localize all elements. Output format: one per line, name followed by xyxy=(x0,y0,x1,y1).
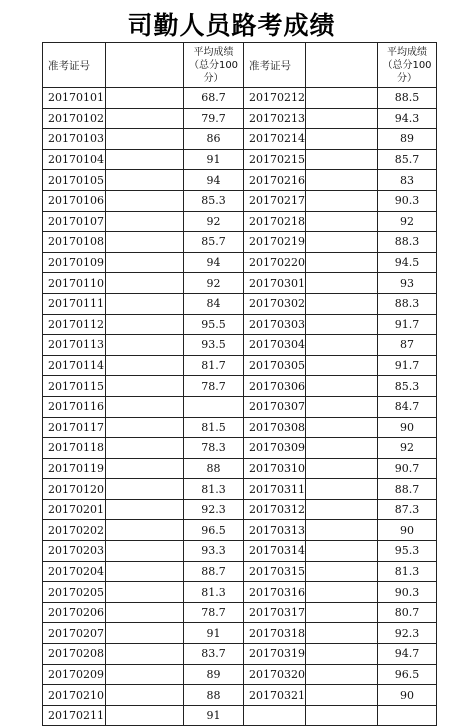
name-cell xyxy=(106,479,184,500)
name-cell xyxy=(106,499,184,520)
header-name-right xyxy=(306,43,378,88)
name-cell xyxy=(106,458,184,479)
score-cell: 85.3 xyxy=(378,376,437,397)
name-cell xyxy=(306,252,378,273)
header-average-line2: （总分100 xyxy=(188,59,239,71)
score-cell: 94 xyxy=(184,252,244,273)
exam-id-cell: 20170104 xyxy=(43,149,106,170)
name-cell xyxy=(106,602,184,623)
name-cell xyxy=(306,88,378,109)
score-cell: 78.3 xyxy=(184,438,244,459)
name-cell xyxy=(306,417,378,438)
exam-id-cell: 20170304 xyxy=(244,335,306,356)
score-cell: 91.7 xyxy=(378,355,437,376)
exam-id-cell: 20170216 xyxy=(244,170,306,191)
exam-id-cell: 20170320 xyxy=(244,664,306,685)
score-cell: 78.7 xyxy=(184,602,244,623)
exam-id-cell: 20170310 xyxy=(244,458,306,479)
name-cell xyxy=(106,623,184,644)
score-cell: 92 xyxy=(378,211,437,232)
name-cell xyxy=(306,170,378,191)
exam-id-cell: 20170206 xyxy=(43,602,106,623)
score-cell: 89 xyxy=(378,129,437,150)
score-cell: 94.7 xyxy=(378,644,437,665)
exam-id-cell: 20170302 xyxy=(244,293,306,314)
header-name-left xyxy=(106,43,184,88)
score-cell: 90.3 xyxy=(378,582,437,603)
table-row xyxy=(43,149,437,170)
exam-id-cell: 20170109 xyxy=(43,252,106,273)
score-cell: 91 xyxy=(184,705,244,726)
score-cell: 84 xyxy=(184,293,244,314)
exam-id-cell: 20170111 xyxy=(43,293,106,314)
name-cell xyxy=(306,458,378,479)
score-cell: 93.5 xyxy=(184,335,244,356)
exam-id-cell: 20170115 xyxy=(43,376,106,397)
exam-id-cell: 20170108 xyxy=(43,232,106,253)
table-row xyxy=(43,88,437,109)
score-cell: 86 xyxy=(184,129,244,150)
exam-id-cell: 20170215 xyxy=(244,149,306,170)
table-row xyxy=(43,273,437,294)
score-cell: 91.7 xyxy=(378,314,437,335)
name-cell xyxy=(306,541,378,562)
exam-id-cell: 20170110 xyxy=(43,273,106,294)
exam-id-cell: 20170208 xyxy=(43,644,106,665)
score-cell: 90 xyxy=(378,520,437,541)
score-cell: 94.5 xyxy=(378,252,437,273)
exam-id-cell: 20170119 xyxy=(43,458,106,479)
name-cell xyxy=(106,685,184,706)
table-row xyxy=(43,664,437,685)
exam-id-cell: 20170203 xyxy=(43,541,106,562)
score-cell: 88.5 xyxy=(378,88,437,109)
name-cell xyxy=(306,190,378,211)
exam-id-cell: 20170311 xyxy=(244,479,306,500)
name-cell xyxy=(306,396,378,417)
exam-id-cell: 20170202 xyxy=(43,520,106,541)
name-cell xyxy=(106,561,184,582)
table-row xyxy=(43,108,437,129)
name-cell xyxy=(106,705,184,726)
score-cell: 85.3 xyxy=(184,190,244,211)
score-cell: 90 xyxy=(378,685,437,706)
name-cell xyxy=(306,623,378,644)
name-cell xyxy=(106,541,184,562)
header-exam-id-left: 准考证号 xyxy=(43,43,106,88)
name-cell xyxy=(106,170,184,191)
exam-id-cell: 20170113 xyxy=(43,335,106,356)
score-cell: 88 xyxy=(184,685,244,706)
score-cell: 92 xyxy=(184,273,244,294)
table-row xyxy=(43,644,437,665)
score-cell: 92.3 xyxy=(378,623,437,644)
name-cell xyxy=(306,108,378,129)
name-cell xyxy=(106,211,184,232)
exam-id-cell: 20170220 xyxy=(244,252,306,273)
name-cell xyxy=(106,252,184,273)
exam-id-cell: 20170201 xyxy=(43,499,106,520)
exam-id-cell: 20170219 xyxy=(244,232,306,253)
name-cell xyxy=(106,355,184,376)
header-average-line3: 分） xyxy=(397,72,417,84)
table-row xyxy=(43,170,437,191)
score-cell: 92 xyxy=(378,438,437,459)
score-cell: 83 xyxy=(378,170,437,191)
exam-id-cell: 20170315 xyxy=(244,561,306,582)
score-cell: 88.3 xyxy=(378,293,437,314)
score-cell: 92.3 xyxy=(184,499,244,520)
name-cell xyxy=(306,582,378,603)
score-cell: 78.7 xyxy=(184,376,244,397)
exam-id-cell: 20170317 xyxy=(244,602,306,623)
name-cell xyxy=(106,314,184,335)
table-row xyxy=(43,396,437,417)
score-cell: 91 xyxy=(184,623,244,644)
name-cell xyxy=(106,108,184,129)
score-cell: 85.7 xyxy=(184,232,244,253)
score-cell: 94.3 xyxy=(378,108,437,129)
exam-id-cell: 20170309 xyxy=(244,438,306,459)
score-cell: 89 xyxy=(184,664,244,685)
exam-id-cell: 20170204 xyxy=(43,561,106,582)
exam-id-cell: 20170312 xyxy=(244,499,306,520)
score-cell: 88.3 xyxy=(378,232,437,253)
exam-id-cell: 20170211 xyxy=(43,705,106,726)
exam-id-cell: 20170106 xyxy=(43,190,106,211)
table-row xyxy=(43,232,437,253)
header-row xyxy=(43,43,437,88)
score-cell: 87 xyxy=(378,335,437,356)
table-row xyxy=(43,417,437,438)
score-cell: 87.3 xyxy=(378,499,437,520)
header-average-line1: 平均成绩 xyxy=(193,46,234,58)
score-cell: 79.7 xyxy=(184,108,244,129)
header-average-score-left xyxy=(184,43,244,88)
table-row xyxy=(43,602,437,623)
name-cell xyxy=(106,335,184,356)
name-cell xyxy=(306,293,378,314)
name-cell xyxy=(106,376,184,397)
name-cell xyxy=(306,232,378,253)
table-row xyxy=(43,561,437,582)
exam-id-cell: 20170316 xyxy=(244,582,306,603)
score-cell: 88 xyxy=(184,458,244,479)
name-cell xyxy=(106,149,184,170)
name-cell xyxy=(306,561,378,582)
table-row xyxy=(43,499,437,520)
table-row xyxy=(43,190,437,211)
exam-id-cell: 20170318 xyxy=(244,623,306,644)
name-cell xyxy=(106,664,184,685)
name-cell xyxy=(106,417,184,438)
header-average-score-right xyxy=(378,43,437,88)
name-cell xyxy=(106,190,184,211)
table-row xyxy=(43,129,437,150)
score-cell xyxy=(184,396,244,417)
name-cell xyxy=(106,520,184,541)
header-average-line1: 平均成绩 xyxy=(387,46,427,58)
score-cell: 88.7 xyxy=(378,479,437,500)
name-cell xyxy=(306,602,378,623)
exam-id-cell: 20170306 xyxy=(244,376,306,397)
exam-id-cell: 20170118 xyxy=(43,438,106,459)
score-cell: 85.7 xyxy=(378,149,437,170)
exam-id-cell: 20170308 xyxy=(244,417,306,438)
exam-id-cell: 20170207 xyxy=(43,623,106,644)
exam-id-cell: 20170120 xyxy=(43,479,106,500)
table-row xyxy=(43,314,437,335)
score-cell: 92 xyxy=(184,211,244,232)
exam-id-cell: 20170305 xyxy=(244,355,306,376)
exam-id-cell: 20170218 xyxy=(244,211,306,232)
score-cell: 90.3 xyxy=(378,190,437,211)
exam-id-cell: 20170307 xyxy=(244,396,306,417)
score-cell: 93.3 xyxy=(184,541,244,562)
table-row xyxy=(43,293,437,314)
name-cell xyxy=(106,438,184,459)
name-cell xyxy=(306,685,378,706)
table-row xyxy=(43,252,437,273)
name-cell xyxy=(106,88,184,109)
exam-id-cell: 20170313 xyxy=(244,520,306,541)
name-cell xyxy=(106,582,184,603)
exam-id-cell: 20170217 xyxy=(244,190,306,211)
name-cell xyxy=(306,149,378,170)
score-cell: 81.3 xyxy=(184,582,244,603)
table-row xyxy=(43,685,437,706)
name-cell xyxy=(306,211,378,232)
exam-id-cell: 20170212 xyxy=(244,88,306,109)
name-cell xyxy=(306,376,378,397)
exam-id-cell xyxy=(244,705,306,726)
score-cell: 84.7 xyxy=(378,396,437,417)
exam-id-cell: 20170116 xyxy=(43,396,106,417)
exam-id-cell: 20170107 xyxy=(43,211,106,232)
table-row xyxy=(43,479,437,500)
score-cell: 95.5 xyxy=(184,314,244,335)
name-cell xyxy=(306,129,378,150)
name-cell xyxy=(306,335,378,356)
table-row xyxy=(43,335,437,356)
table-row xyxy=(43,355,437,376)
name-cell xyxy=(306,520,378,541)
score-cell: 94 xyxy=(184,170,244,191)
exam-id-cell: 20170321 xyxy=(244,685,306,706)
score-cell: 93 xyxy=(378,273,437,294)
header-average-line2: （总分100 xyxy=(382,59,432,71)
exam-id-cell: 20170101 xyxy=(43,88,106,109)
exam-id-cell: 20170105 xyxy=(43,170,106,191)
exam-id-cell: 20170103 xyxy=(43,129,106,150)
table-row xyxy=(43,438,437,459)
exam-id-cell: 20170210 xyxy=(43,685,106,706)
table-row xyxy=(43,520,437,541)
name-cell xyxy=(306,644,378,665)
table-row xyxy=(43,458,437,479)
score-cell xyxy=(378,705,437,726)
header-average-line3: 分） xyxy=(203,72,224,84)
name-cell xyxy=(306,355,378,376)
name-cell xyxy=(306,273,378,294)
name-cell xyxy=(106,396,184,417)
score-cell: 90.7 xyxy=(378,458,437,479)
table-row xyxy=(43,623,437,644)
exam-id-cell: 20170112 xyxy=(43,314,106,335)
exam-id-cell: 20170114 xyxy=(43,355,106,376)
score-cell: 81.3 xyxy=(184,479,244,500)
score-cell: 88.7 xyxy=(184,561,244,582)
table-row xyxy=(43,376,437,397)
score-cell: 68.7 xyxy=(184,88,244,109)
score-cell: 96.5 xyxy=(378,664,437,685)
page-title: 司勤人员路考成绩 xyxy=(127,11,336,40)
exam-id-cell: 20170205 xyxy=(43,582,106,603)
score-cell: 81.7 xyxy=(184,355,244,376)
score-cell: 90 xyxy=(378,417,437,438)
table-row xyxy=(43,582,437,603)
name-cell xyxy=(306,438,378,459)
exam-id-cell: 20170209 xyxy=(43,664,106,685)
score-cell: 91 xyxy=(184,149,244,170)
scores-table xyxy=(42,42,437,726)
exam-id-cell: 20170314 xyxy=(244,541,306,562)
score-cell: 80.7 xyxy=(378,602,437,623)
header-exam-id-right: 准考证号 xyxy=(244,43,306,88)
score-cell: 81.5 xyxy=(184,417,244,438)
name-cell xyxy=(106,644,184,665)
table-row xyxy=(43,211,437,232)
score-cell: 95.3 xyxy=(378,541,437,562)
name-cell xyxy=(306,314,378,335)
name-cell xyxy=(306,705,378,726)
exam-id-cell: 20170303 xyxy=(244,314,306,335)
table-row xyxy=(43,541,437,562)
table-row xyxy=(43,705,437,726)
name-cell xyxy=(306,664,378,685)
exam-id-cell: 20170102 xyxy=(43,108,106,129)
exam-id-cell: 20170301 xyxy=(244,273,306,294)
exam-id-cell: 20170117 xyxy=(43,417,106,438)
exam-id-cell: 20170319 xyxy=(244,644,306,665)
score-cell: 81.3 xyxy=(378,561,437,582)
name-cell xyxy=(106,129,184,150)
name-cell xyxy=(106,293,184,314)
score-cell: 83.7 xyxy=(184,644,244,665)
name-cell xyxy=(106,232,184,253)
name-cell xyxy=(306,499,378,520)
exam-id-cell: 20170213 xyxy=(244,108,306,129)
name-cell xyxy=(106,273,184,294)
name-cell xyxy=(306,479,378,500)
exam-id-cell: 20170214 xyxy=(244,129,306,150)
score-cell: 96.5 xyxy=(184,520,244,541)
